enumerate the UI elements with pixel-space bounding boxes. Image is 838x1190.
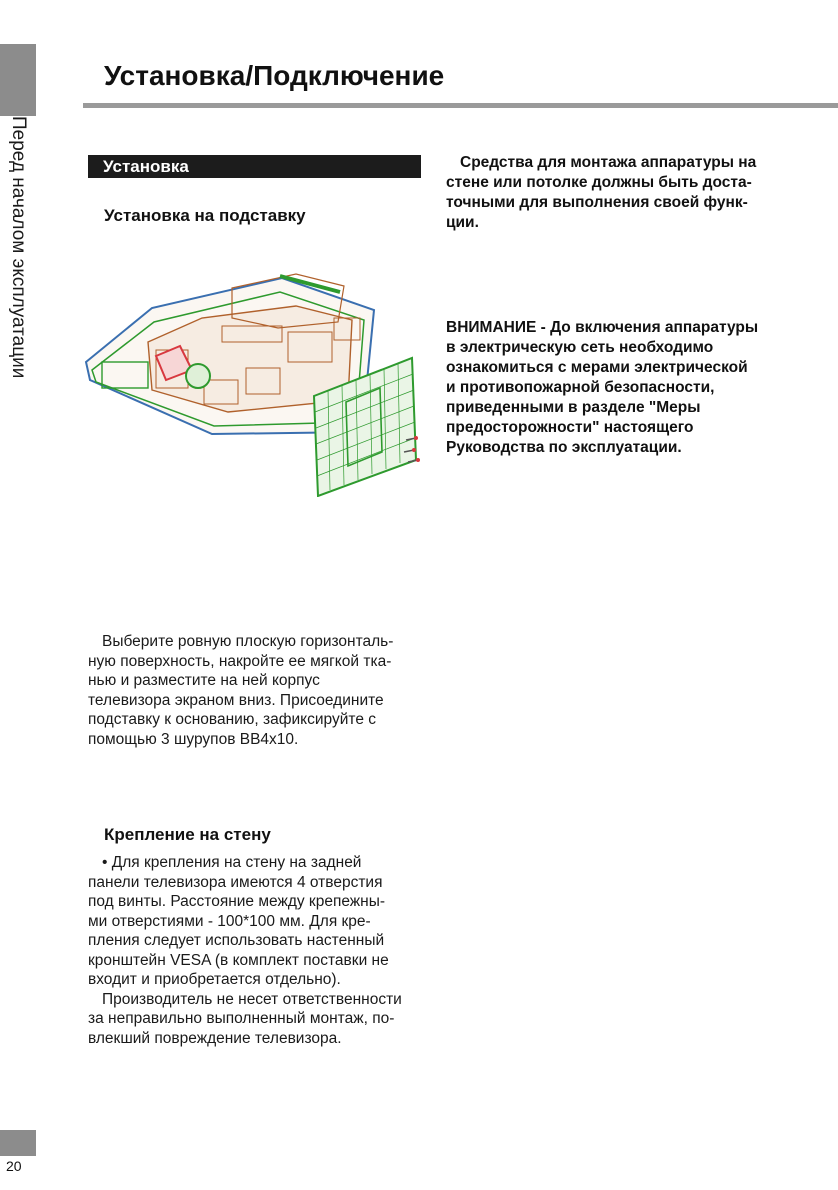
text-line: подставку к основанию, зафиксируйте с xyxy=(88,711,376,728)
text-line: под винты. Расстояние между крепежны- xyxy=(88,893,386,910)
section-tab-marker xyxy=(0,44,36,116)
text-line: точными для выполнения своей функ- xyxy=(446,194,748,211)
stand-installation-heading: Установка на подставку xyxy=(104,206,306,225)
text-line: в электрическую сеть необходимо xyxy=(446,339,714,356)
text-line: ВНИМАНИЕ - До включения аппаратуры xyxy=(446,319,759,336)
text-line: Выберите ровную плоскую горизонталь- xyxy=(102,633,394,650)
section-side-label: Перед началом эксплуатации xyxy=(8,116,29,379)
wall-mount-instructions xyxy=(88,853,423,1048)
text-line: панели телевизора имеются 4 отверстия xyxy=(88,873,383,891)
text-line: нью и разместите на ней корпус xyxy=(88,672,320,689)
text-line: ознакомиться с мерами электрической xyxy=(446,359,748,376)
wall-mount-heading: Крепление на стену xyxy=(104,825,271,844)
text-line: Руководства по эксплуатации. xyxy=(446,439,682,456)
page-number-tab xyxy=(0,1130,36,1156)
text-line: за неправильно выполненный монтаж, по- xyxy=(88,1010,395,1027)
text-line: • Для крепления на стену на задней xyxy=(102,854,362,871)
section-heading-bar: Установка xyxy=(88,155,421,178)
text-line: помощью 3 шурупов BB4x10. xyxy=(88,730,299,748)
page-number: 20 xyxy=(6,1158,22,1174)
text-line: ми отверстиями - 100*100 мм. Для кре- xyxy=(88,912,371,930)
text-line: Средства для монтажа аппаратуры на xyxy=(460,154,757,171)
text-line: ции. xyxy=(446,214,479,231)
safety-warning xyxy=(446,318,786,458)
text-line: Производитель не несет ответственности xyxy=(102,990,402,1008)
mount-capacity-note xyxy=(446,153,786,233)
text-line: влекший повреждение телевизора. xyxy=(88,1029,342,1047)
text-line: ную поверхность, накройте ее мягкой тка- xyxy=(88,652,392,670)
stand-instructions xyxy=(88,632,423,749)
text-line: кронштейн VESA (в комплект поставки не xyxy=(88,951,389,969)
text-line: приведенными в разделе "Меры xyxy=(446,399,701,416)
tv-stand-illustration xyxy=(82,262,430,497)
text-line: пления следует использовать настенный xyxy=(88,932,385,949)
page-title: Установка/Подключение xyxy=(104,60,445,91)
title-divider xyxy=(83,103,838,108)
text-line: телевизора экраном вниз. Присоедините xyxy=(88,691,384,709)
text-line: предосторожности" настоящего xyxy=(446,419,694,436)
text-line: стене или потолке должны быть доста- xyxy=(446,174,752,191)
text-line: входит и приобретается отдельно). xyxy=(88,971,341,988)
text-line: и противопожарной безопасности, xyxy=(446,379,715,396)
